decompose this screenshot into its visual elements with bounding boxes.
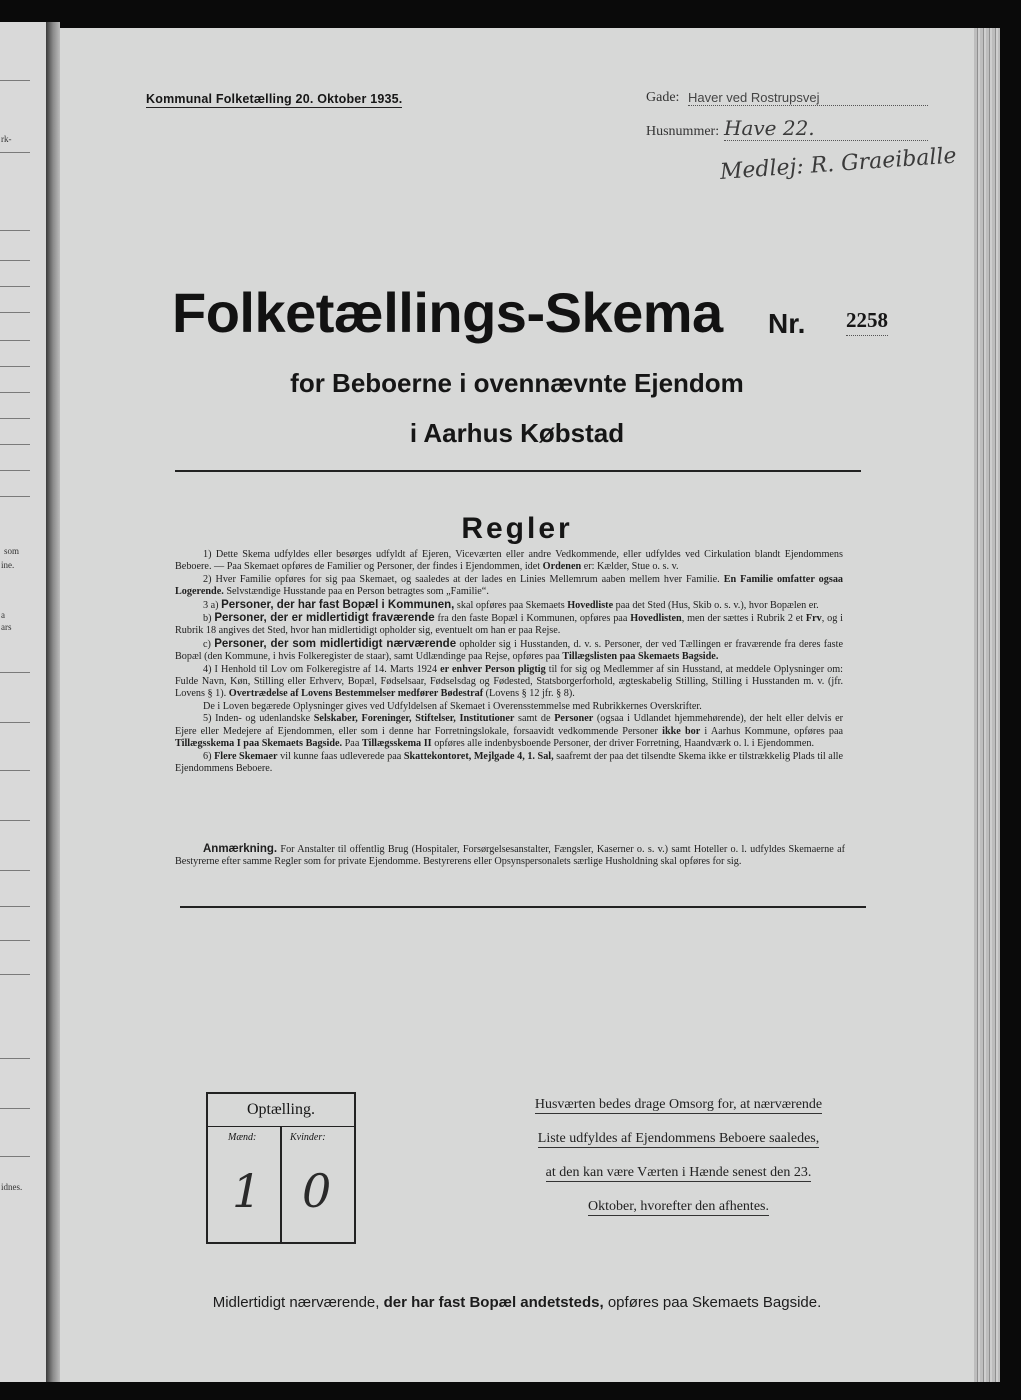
title-divider [175,470,861,472]
left-page-line [0,392,30,393]
form-subtitle-1: for Beboerne i ovennævnte Ejendom [290,368,744,398]
notice-line: Oktober, hvorefter den afhentes. [588,1199,769,1214]
left-page-line [0,470,30,471]
left-page-fragment: som [4,546,20,556]
remark-text: Anmærkning. For Anstalter til offentlig Brug (Hospitaler, Forsørgelsesanstalter, Fængsler, Kaserner o. s. v.) samt Hoteller o. l. udfyldes Skemaerne af Bestyrerne efter samme Regler som for private Ejendomme. Bestyrerens eller Opsynspersonalets særlige Husholdning skal opføres for sig. [175,843,845,868]
left-page-line [0,496,30,497]
count-title: Optælling. [208,1094,354,1127]
left-page-line [0,1108,30,1109]
left-page-line [0,152,30,153]
rule-3c: c) Personer, der som midlertidigt nærværende opholder sig i Husstanden, d. v. s. Personer, der ved Tællingen er fraværende fra deres faste Bopæl (den Kommune, i hvis Folkeregister de staar), samt Udlændinge paa Rejse, opføres paa Tillægslisten paa Skemaets Bagside. [175,637,843,663]
count-column-divider [280,1126,282,1242]
left-page-line [0,1156,30,1157]
left-page-line [0,260,30,261]
left-page-line [0,820,30,821]
rules-heading: Regler [461,512,573,545]
handwritten-annotation: Medlej: R. Graeiballe [719,143,958,185]
rule-2: 2) Hver Familie opføres for sig paa Skemaet, og saaledes at der lades en Linies Mellemrum aaben mellem hver Familie. En Familie omfatter ogsaa Logerende. Selvstændige Husstande paa en Person betragtes som „Familie“. [175,573,844,598]
men-count: 1 [232,1164,262,1218]
left-page-fragment: ars [1,622,12,632]
women-label: Kvinder: [290,1132,326,1143]
left-page-line [0,870,30,871]
notice-line: at den kan være Værten i Hænde senest den 23. [545,1165,812,1180]
rule-4: 4) I Henhold til Lov om Folkeregistre af 14. Marts 1924 er enhver Person pligtig til for sig og Medlemmer af sin Husstand, at meddele Oplysninger om: Fulde Navn, Køn, Stilling eller Erhverv, Bopæl, Fødselsaar, Fødselsdag og Fødested, Statsborgerforhold, ægteskabelig Stilling, Stilling i Husstanden m. v. (jfr. Lovens § 1). Overtrædelse af Lovens Bestemmelser medfører Bødestraf (Lovens § 12 jfr. § 8). [175,663,843,700]
husnummer-value: Have 22. [724,116,928,141]
left-page-line [0,940,30,941]
left-page-line [0,312,30,313]
rule-1: 1) Dette Skema udfyldes eller besørges udfyldt af Ejeren, Viceværten eller andre Vedkommende, eller udfyldes ved Cirkulation blandt Ejendommens Beboere. — Paa Skemaet opføres de Familier og Personer, der findes i Ejendommen, idet Ordenen er: Kælder, Stue o. s. v. [175,549,843,573]
footer-note: Midlertidigt nærværende, der har fast Bopæl andetsteds, opføres paa Skemaets Bagside. [212,1294,822,1311]
left-page-fragment: ine. [1,560,15,570]
left-page-fragment: rk- [1,134,12,144]
left-page-line [0,444,30,445]
form-number-value: 2258 [846,308,888,336]
form-number-label: Nr. [768,308,806,339]
husnummer-label: Husnummer: [646,124,720,139]
form-subtitle-2: i Aarhus Købstad [409,418,625,448]
landlord-notice [506,1092,851,1219]
notice-line: Husværten bedes drage Omsorg for, at nærværende [534,1097,823,1112]
left-page-line [0,1058,30,1059]
left-page-line [0,340,30,341]
men-label: Mænd: [228,1132,257,1143]
form-main-title: Folketællings-Skema [172,281,723,344]
left-page-fragment: a [1,610,5,620]
census-form-page [60,28,974,1382]
women-count: 0 [302,1164,332,1218]
left-page-line [0,722,30,723]
rule-4-note: De i Loven begærede Oplysninger gives ved Udfyldelsen af Skemaet i Overensstemmelse med Rubrikkernes Overskrifter. [203,700,702,712]
left-page-line [0,230,30,231]
rule-5: 5) Inden- og udenlandske Selskaber, Foreninger, Stiftelser, Institutioner samt de Personer (ogsaa i Udlandet hjemmehørende), der helt eller delvis er Ejere eller Medejere af Ejendommen, eller som i denne har Forretningslokale, forsaavidt vedkommende Personer ikke bor i Aarhus Kommune, opføres paa Tillægsskema I paa Skemaets Bagside. Paa Tillægsskema II opføres alle indenbysboende Personer, der driver Forretning, Haandværk o. l. i Ejendommen. [175,713,844,750]
census-header-title: Kommunal Folketælling 20. Oktober 1935. [146,92,403,106]
gade-label: Gade: [646,90,680,105]
remark-label: Anmærkning. [203,843,278,855]
page-edge [974,28,1000,1382]
gade-value: Haver ved Rostrupsvej [688,90,928,106]
left-page-line [0,974,30,975]
left-page-line [0,80,30,81]
rules-text [175,549,843,775]
notice-line: Liste udfyldes af Ejendommens Beboere saaledes, [537,1131,820,1146]
rule-3b: b) Personer, der er midlertidigt fraværende fra den faste Bopæl i Kommunen, opføres paa Hovedlisten, men der sættes i Rubrik 2 et Frv, og i Rubrik 18 angives det Sted, hvor han midlertidigt opholder sig, eventuelt om han er paa Rejse. [175,612,843,637]
left-page-strip [0,22,46,1382]
left-page-fragment: idnes. [1,1182,23,1192]
left-page-line [0,770,30,771]
book-gutter [46,22,60,1382]
rule-6: 6) Flere Skemaer vil kunne faas udleverede paa Skattekontoret, Mejlgade 4, 1. Sal, saafremt der paa det tilsendte Skema ikke er tilstrækkelig Plads til alle Ejendommens Beboere. [175,750,843,774]
left-page-line [0,286,30,287]
rule-3a: 3 a) Personer, der har fast Bopæl i Kommunen, skal opføres paa Skemaets Hovedliste paa det Sted (Hus, Skib o. s. v.), hvor Bopælen er. [203,598,819,611]
count-box [206,1092,356,1244]
left-page-line [0,366,30,367]
left-page-line [0,672,30,673]
left-page-line [0,906,30,907]
left-page-line [0,418,30,419]
remark-divider [180,906,866,908]
